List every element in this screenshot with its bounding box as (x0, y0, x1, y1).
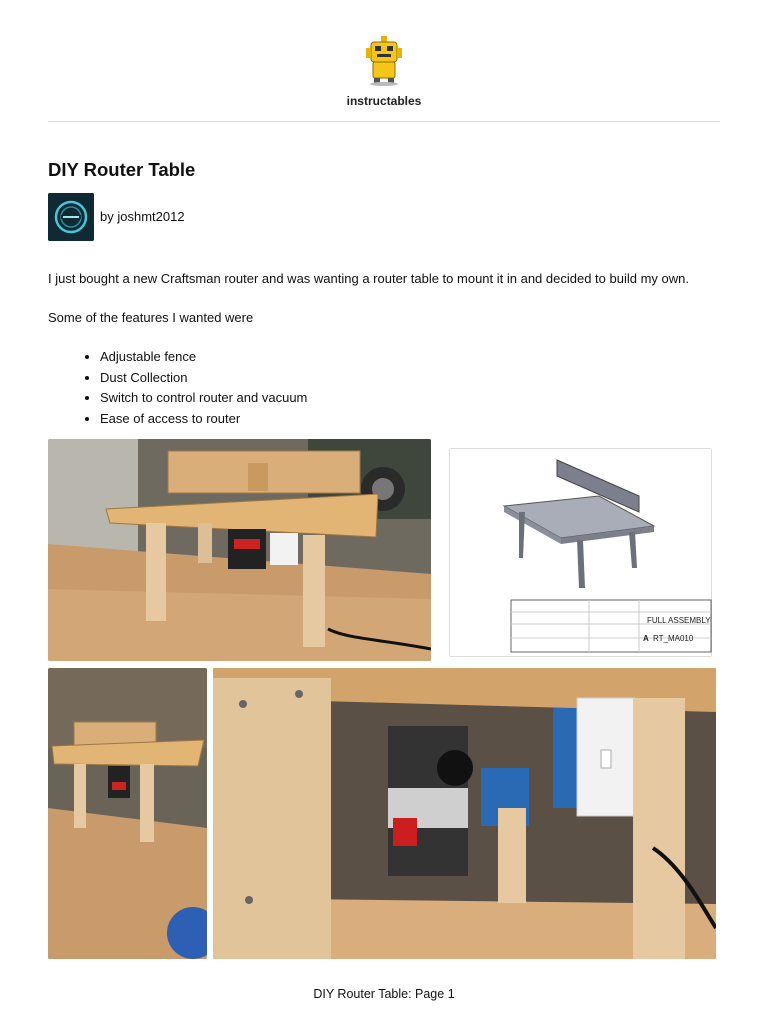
features-intro: Some of the features I wanted were (48, 310, 254, 325)
cad-assembly-drawing[interactable] (449, 448, 712, 657)
drawing-title: FULL ASSEMBLY (647, 616, 711, 625)
list-item: • Ease of access to router (100, 409, 307, 430)
drawing-size-letter: A (643, 634, 649, 643)
features-list (78, 347, 307, 429)
list-item: • Switch to control router and vacuum (100, 388, 307, 409)
table-angle-photo[interactable] (48, 668, 207, 959)
list-item: • Adjustable fence (100, 347, 307, 368)
author-avatar[interactable] (48, 193, 94, 241)
page-header (0, 0, 768, 122)
intro-paragraph: I just bought a new Craftsman router and was wanting a router table to mount it in and decided to build my own. (48, 271, 689, 286)
router-table-photo[interactable] (48, 439, 431, 661)
header-divider (48, 121, 720, 122)
article-title: DIY Router Table (48, 159, 196, 180)
brand-name[interactable]: instructables (346, 94, 422, 108)
author-byline[interactable]: by joshmt2012 (100, 209, 185, 224)
instructables-robot-logo[interactable] (362, 34, 406, 86)
router-underside-photo[interactable] (213, 668, 716, 959)
page-footer: DIY Router Table: Page 1 (313, 987, 455, 1001)
list-item: • Dust Collection (100, 368, 307, 389)
drawing-number: RT_MA010 (653, 634, 694, 643)
